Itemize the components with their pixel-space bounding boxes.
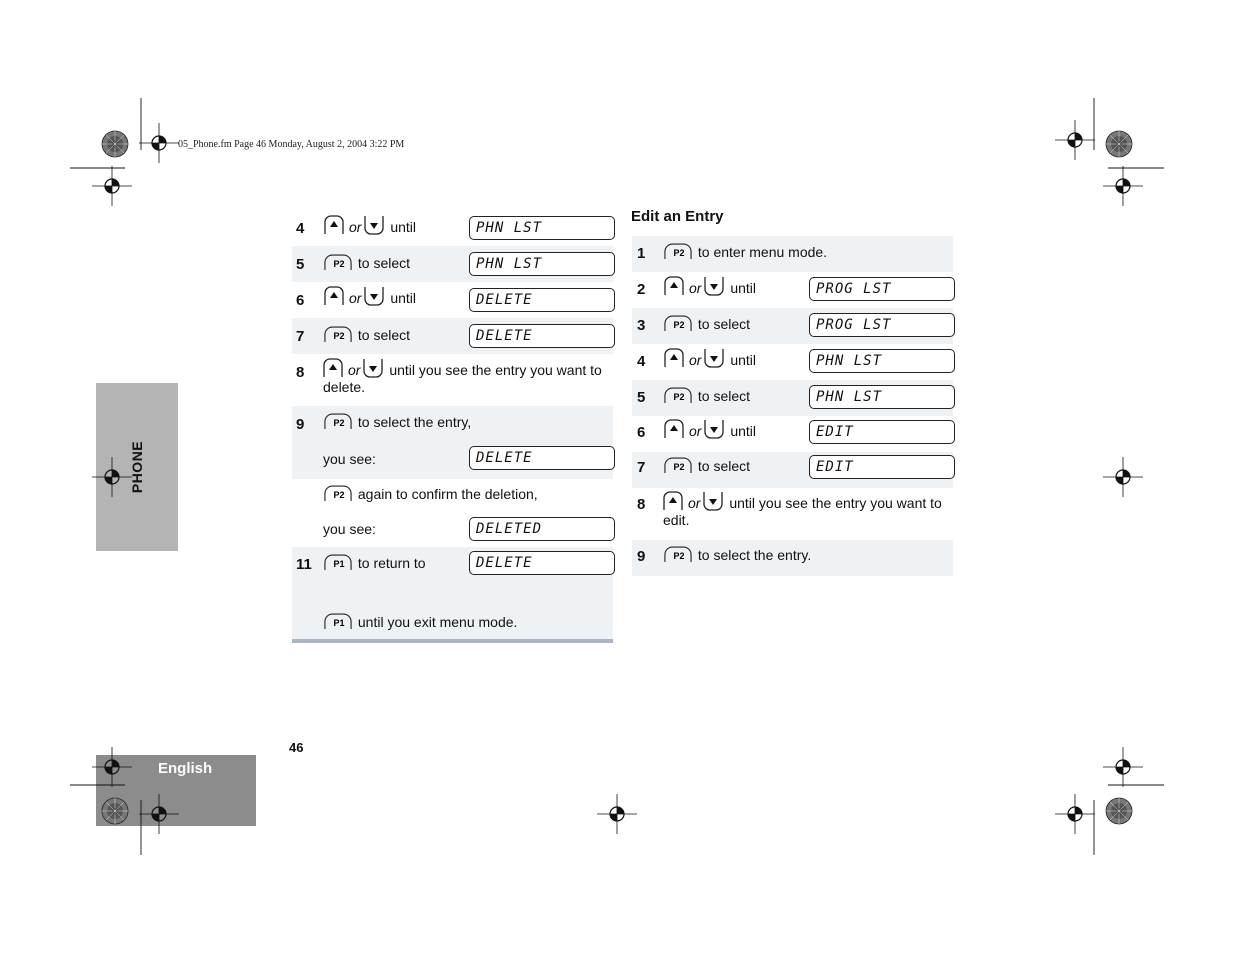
step-text: until you see the entry you want to edit. — [663, 495, 942, 528]
lcd-display: EDIT — [809, 455, 955, 479]
lcd-display: DELETED — [469, 517, 615, 541]
or-label: or — [348, 362, 361, 378]
registration-mark-icon — [92, 747, 132, 787]
or-label: or — [689, 423, 702, 439]
starburst-mark-icon — [1106, 131, 1132, 157]
or-label: or — [688, 495, 701, 511]
step-number: 5 — [637, 389, 646, 406]
lcd-display: DELETE — [469, 324, 615, 348]
or-label: or — [689, 280, 702, 296]
step-text: to return to — [357, 555, 426, 571]
step-text: to select — [697, 316, 751, 332]
step-text: to select the entry. — [697, 547, 812, 563]
step-number: 1 — [637, 245, 646, 262]
lcd-display: DELETE — [469, 288, 615, 312]
side-tab-label: PHONE — [129, 440, 145, 494]
lcd-display: PHN LST — [469, 252, 615, 276]
registration-mark-icon — [1103, 166, 1143, 206]
step-text: until — [730, 352, 757, 368]
svg-text:P2: P2 — [673, 551, 685, 561]
step-number: 4 — [637, 353, 646, 370]
svg-text:P1: P1 — [333, 559, 345, 569]
step-text: again to confirm the deletion, — [357, 486, 538, 502]
lcd-display: DELETE — [469, 551, 615, 575]
registration-mark-icon — [1055, 120, 1095, 160]
step-text: to select — [697, 458, 751, 474]
step-number: 8 — [296, 364, 305, 381]
language-tab-label: English — [158, 760, 213, 777]
lcd-display: PROG LST — [809, 313, 955, 337]
step-number: 6 — [637, 424, 646, 441]
svg-text:P2: P2 — [333, 259, 345, 269]
you-see-label: you see: — [323, 451, 376, 467]
step-number: 11 — [296, 556, 312, 573]
step-text: until you see the entry you want to delete. — [323, 362, 602, 395]
step-text: to select — [357, 327, 411, 343]
step-number: 7 — [296, 328, 305, 345]
svg-text:P2: P2 — [333, 418, 345, 428]
lcd-display: PROG LST — [809, 277, 955, 301]
or-label: or — [349, 219, 362, 235]
you-see-label: you see: — [323, 521, 376, 537]
step-number: 3 — [637, 317, 646, 334]
svg-text:P2: P2 — [673, 248, 685, 258]
lcd-display: PHN LST — [809, 385, 955, 409]
step-number: 4 — [296, 220, 305, 237]
or-label: or — [349, 290, 362, 306]
step-text: to select the entry, — [357, 414, 472, 430]
svg-text:P2: P2 — [673, 392, 685, 402]
registration-mark-icon — [1103, 457, 1143, 497]
step-text: to select — [357, 255, 411, 271]
step-number: 2 — [637, 281, 646, 298]
step-number: 5 — [296, 256, 305, 273]
section-title: Edit an Entry — [631, 208, 724, 225]
registration-mark-icon — [139, 123, 179, 163]
registration-mark-icon — [92, 166, 132, 206]
step-text: to enter menu mode. — [697, 244, 828, 260]
step-number: 6 — [296, 292, 305, 309]
step-number: 8 — [637, 496, 646, 513]
step-number: 9 — [296, 416, 305, 433]
starburst-mark-icon — [102, 798, 128, 824]
step-text: until — [730, 280, 757, 296]
registration-mark-icon — [92, 457, 132, 497]
step-text: until you exit menu mode. — [357, 614, 518, 630]
file-info-header: 05_Phone.fm Page 46 Monday, August 2, 2004 3:22 PM — [178, 139, 405, 150]
registration-mark-icon — [1103, 747, 1143, 787]
svg-text:P2: P2 — [673, 320, 685, 330]
or-label: or — [689, 352, 702, 368]
starburst-mark-icon — [102, 131, 128, 157]
step-text: to select — [697, 388, 751, 404]
step-text: until — [730, 423, 757, 439]
registration-mark-icon — [139, 794, 179, 834]
lcd-display: PHN LST — [809, 349, 955, 373]
lcd-display: PHN LST — [469, 216, 615, 240]
step-text: until — [390, 290, 417, 306]
starburst-mark-icon — [1106, 798, 1132, 824]
svg-text:P1: P1 — [333, 618, 345, 628]
lcd-display: DELETE — [469, 446, 615, 470]
lcd-display: EDIT — [809, 420, 955, 444]
step-number: 7 — [637, 459, 646, 476]
registration-mark-icon — [1055, 794, 1095, 834]
page-number: 46 — [289, 740, 304, 755]
step-number: 9 — [637, 548, 646, 565]
svg-text:P2: P2 — [673, 462, 685, 472]
registration-mark-icon — [597, 794, 637, 834]
step-text: until — [390, 219, 417, 235]
svg-text:P2: P2 — [333, 331, 345, 341]
svg-text:P2: P2 — [333, 490, 345, 500]
